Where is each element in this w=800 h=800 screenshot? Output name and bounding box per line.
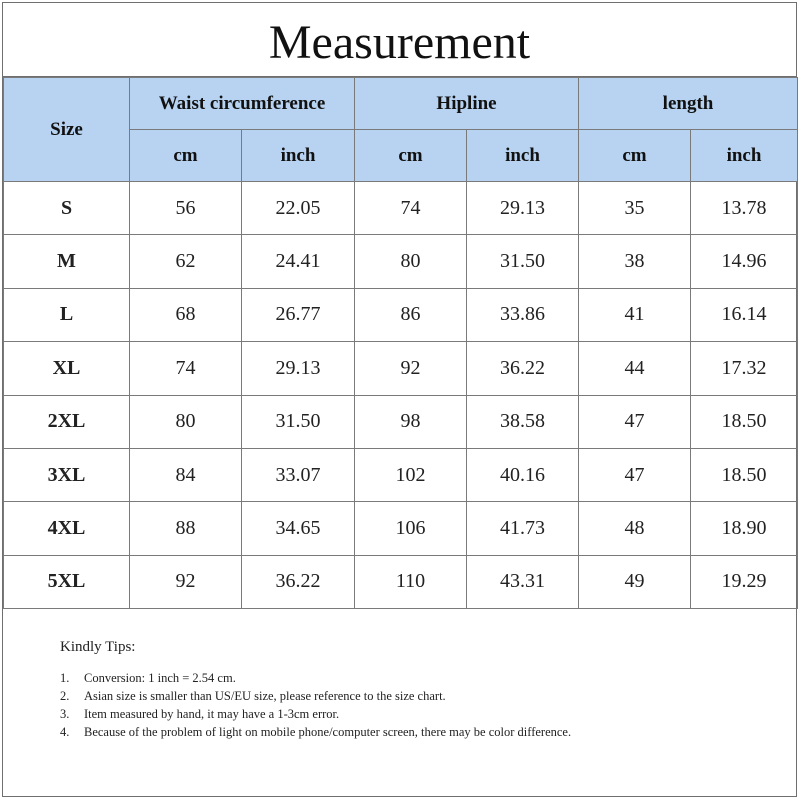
measurement-cell: 22.05 xyxy=(242,182,355,235)
measurement-cell: 74 xyxy=(355,182,467,235)
size-header: Size xyxy=(4,78,130,182)
measurement-cell: 98 xyxy=(355,395,467,448)
unit-header: inch xyxy=(242,130,355,182)
measurement-cell: 80 xyxy=(130,395,242,448)
tip-number: 3. xyxy=(60,707,70,721)
measurement-cell: 62 xyxy=(130,235,242,288)
measurement-cell: 34.65 xyxy=(242,502,355,555)
table-row xyxy=(4,395,798,448)
measurement-cell: 49 xyxy=(579,555,691,608)
measurement-cell: 33.86 xyxy=(467,288,579,341)
measurement-cell: 19.29 xyxy=(691,555,798,608)
measurement-cell: 40.16 xyxy=(467,448,579,501)
tip-text: Conversion: 1 inch = 2.54 cm. xyxy=(84,671,236,685)
tips-list xyxy=(60,670,760,741)
measurement-cell: 18.50 xyxy=(691,395,798,448)
tip-item xyxy=(60,688,760,705)
tip-number: 1. xyxy=(60,671,70,685)
measurement-cell: 14.96 xyxy=(691,235,798,288)
measurement-cell: 33.07 xyxy=(242,448,355,501)
measurement-cell: 47 xyxy=(579,448,691,501)
measurement-cell: 44 xyxy=(579,342,691,395)
table-row xyxy=(4,235,798,288)
measurement-cell: 102 xyxy=(355,448,467,501)
measurement-cell: 92 xyxy=(130,555,242,608)
waist-header: Waist circumference xyxy=(130,78,355,130)
measurement-cell: 43.31 xyxy=(467,555,579,608)
kindly-tips xyxy=(60,639,760,742)
unit-header: cm xyxy=(355,130,467,182)
table-row xyxy=(4,182,798,235)
measurement-cell: 31.50 xyxy=(467,235,579,288)
measurement-cell: 41.73 xyxy=(467,502,579,555)
measurement-cell: 110 xyxy=(355,555,467,608)
tip-item xyxy=(60,706,760,723)
measurement-cell: 84 xyxy=(130,448,242,501)
measurement-cell: 80 xyxy=(355,235,467,288)
measurement-cell: 17.32 xyxy=(691,342,798,395)
measurement-cell: 106 xyxy=(355,502,467,555)
tip-text: Item measured by hand, it may have a 1-3cm error. xyxy=(84,707,340,721)
size-cell: S xyxy=(4,182,130,235)
size-cell: M xyxy=(4,235,130,288)
measurement-cell: 68 xyxy=(130,288,242,341)
size-cell: 3XL xyxy=(4,448,130,501)
size-cell: 4XL xyxy=(4,502,130,555)
tip-item xyxy=(60,724,760,741)
tips-title: Kindly Tips: xyxy=(60,639,136,655)
measurement-cell: 26.77 xyxy=(242,288,355,341)
measurement-cell: 16.14 xyxy=(691,288,798,341)
measurement-cell: 31.50 xyxy=(242,395,355,448)
tip-text: Asian size is smaller than US/EU size, please reference to the size chart. xyxy=(84,689,446,703)
tip-number: 2. xyxy=(60,689,70,703)
measurement-cell: 86 xyxy=(355,288,467,341)
measurement-cell: 38 xyxy=(579,235,691,288)
measurement-cell: 29.13 xyxy=(467,182,579,235)
table-body xyxy=(4,182,798,609)
hipline-header: Hipline xyxy=(355,78,579,130)
measurement-cell: 47 xyxy=(579,395,691,448)
table-row xyxy=(4,448,798,501)
table-row xyxy=(4,502,798,555)
tip-number: 4. xyxy=(60,725,70,739)
measurement-cell: 13.78 xyxy=(691,182,798,235)
measurement-cell: 56 xyxy=(130,182,242,235)
size-cell: 2XL xyxy=(4,395,130,448)
length-header: length xyxy=(579,78,798,130)
measurement-cell: 24.41 xyxy=(242,235,355,288)
tip-text: Because of the problem of light on mobile phone/computer screen, there may be color difference. xyxy=(84,725,572,739)
measurement-cell: 36.22 xyxy=(467,342,579,395)
unit-header: inch xyxy=(467,130,579,182)
measurement-cell: 88 xyxy=(130,502,242,555)
unit-header: cm xyxy=(130,130,242,182)
table-row xyxy=(4,342,798,395)
measurement-cell: 18.90 xyxy=(691,502,798,555)
tip-item xyxy=(60,670,760,687)
size-table xyxy=(3,77,798,609)
measurement-cell: 18.50 xyxy=(691,448,798,501)
measurement-chart xyxy=(2,2,797,797)
table-header-row xyxy=(4,78,798,130)
measurement-cell: 36.22 xyxy=(242,555,355,608)
unit-header: cm xyxy=(579,130,691,182)
measurement-cell: 74 xyxy=(130,342,242,395)
measurement-cell: 92 xyxy=(355,342,467,395)
table-row xyxy=(4,555,798,608)
measurement-cell: 35 xyxy=(579,182,691,235)
size-cell: L xyxy=(4,288,130,341)
measurement-cell: 41 xyxy=(579,288,691,341)
measurement-cell: 29.13 xyxy=(242,342,355,395)
measurement-cell: 48 xyxy=(579,502,691,555)
size-cell: XL xyxy=(4,342,130,395)
measurement-cell: 38.58 xyxy=(467,395,579,448)
size-cell: 5XL xyxy=(4,555,130,608)
unit-header: inch xyxy=(691,130,798,182)
table-row xyxy=(4,288,798,341)
page-title: Measurement xyxy=(3,3,796,77)
